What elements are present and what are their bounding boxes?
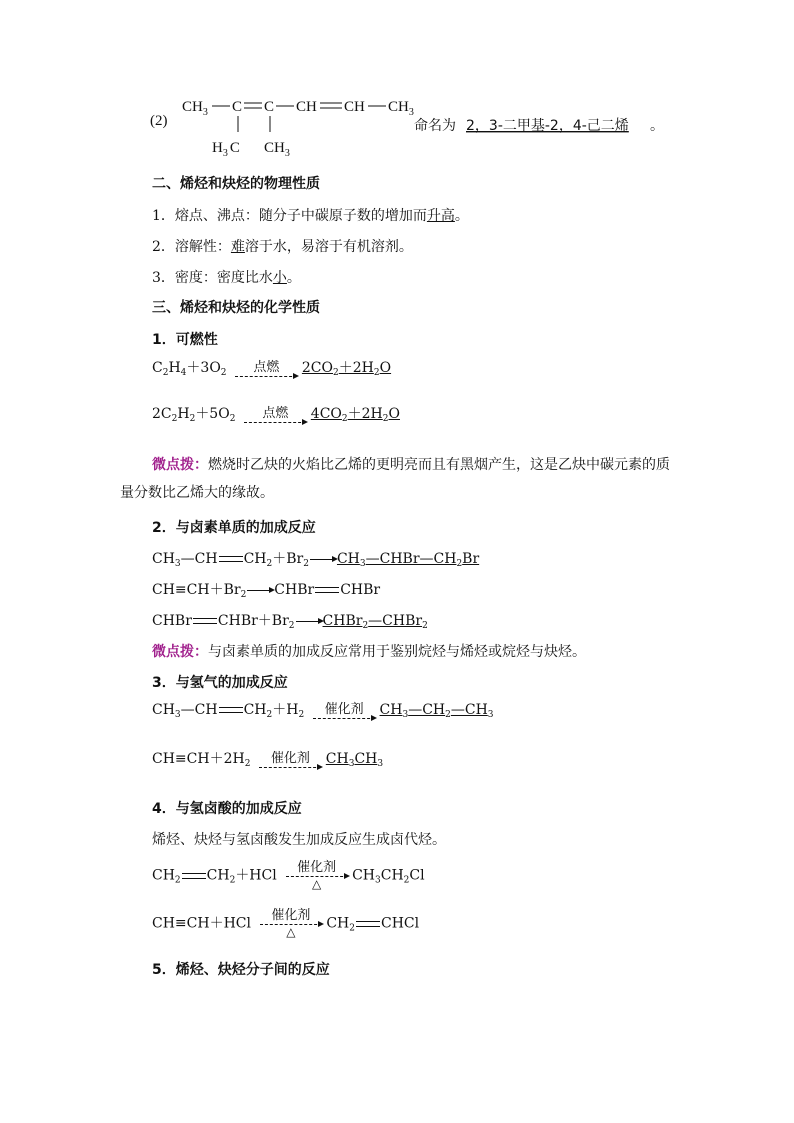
item-melting: 1．熔点、沸点：随分子中碳原子数的增加而升高。 <box>152 208 469 224</box>
name-suffix: 。 <box>650 118 664 134</box>
name-prefix: 命名为 <box>414 118 456 134</box>
section3-heading: 三、烯烃和炔烃的化学性质 <box>152 300 320 316</box>
eq-propene-h2: $CH_3—CH$ $CH_2+H_2$ 催化剂 $CH_3—CH_2—CH_3$ <box>152 701 494 720</box>
arrow-catalyst: 催化剂 <box>313 702 375 719</box>
section2-heading: 二、烯烃和炔烃的物理性质 <box>152 176 320 192</box>
item-solubility: 2．溶解性：难溶于水，易溶于有机溶剂。 <box>152 239 413 255</box>
arrow-ignite: 点燃 <box>235 360 297 377</box>
eq-acetylene-br2: $CH\equiv CH+Br_2$ CHBr CHBr <box>152 582 381 600</box>
tip-combustion: 微点拨：燃烧时乙炔的火焰比乙烯的更明亮而且有黑烟产生，这是乙炔中碳元素的质量分数比乙烯大的缘故。 <box>120 457 670 501</box>
tip-halogen: 微点拨：与卤素单质的加成反应常用于鉴别烷烃与烯烃或烷烃与炔烃。 <box>152 644 586 660</box>
name-value: 2，3-二甲基-2，4-己二烯 <box>466 118 629 134</box>
ch-4: CH <box>296 99 317 115</box>
arrow-catalyst-heat: 催化剂 △ <box>260 908 322 939</box>
eq-acetylene-combustion: $2C_2H_2+5O_2$ 点燃 $4CO_2+2H_2O$ <box>152 405 400 424</box>
arrow-ignite: 点燃 <box>244 406 306 423</box>
sub-intermolecular: 5．烯烃、炔烃分子间的反应 <box>152 962 330 978</box>
ch3-left: $CH_3$ <box>182 99 208 118</box>
arrow-catalyst: 催化剂 <box>259 751 321 768</box>
eq-ethylene-hcl: $CH_2$ $CH_2+HCl$ 催化剂 △ $CH_3CH_2Cl$ <box>152 860 425 891</box>
sub-hydrogen-addition: 3．与氢气的加成反应 <box>152 675 288 691</box>
structural-formula <box>150 92 670 162</box>
structural-formula-svg <box>150 92 670 162</box>
ch3-branch: $CH_3$ <box>264 140 290 159</box>
eq-acetylene-h2: $CH\equiv CH+2H_2$ 催化剂 $CH_3CH_3$ <box>152 750 384 769</box>
carbon-3: C <box>264 99 275 115</box>
ch-5: CH <box>344 99 365 115</box>
sub-hydrohalic-addition: 4．与氢卤酸的加成反应 <box>152 801 302 817</box>
hydrohalic-text: 烯烃、炔烃与氢卤酸发生加成反应生成卤代烃。 <box>152 832 446 848</box>
item-density: 3．密度：密度比水小。 <box>152 270 301 286</box>
ch3-right: $CH_3$ <box>388 99 414 118</box>
eq-propene-br2: $CH_3—CH$ $CH_2+Br_2$ $CH_3—CHBr—CH_2Br$ <box>152 551 480 569</box>
sub-combustion: 1．可燃性 <box>152 332 218 348</box>
eq-ethylene-combustion: $C_2H_4+3O_2$ 点燃 $2CO_2+2H_2O$ <box>152 359 392 378</box>
arrow-catalyst-heat: 催化剂 △ <box>286 860 348 891</box>
eq-acetylene-hcl: CH≡CH＋HCl 催化剂 △ $CH_2$ CHCl <box>152 908 420 939</box>
carbon-2: C <box>232 99 243 115</box>
structure-label: (2) <box>150 113 168 129</box>
h3c-branch: $H_3$ C <box>212 140 240 159</box>
eq-dibromoethene-br2: CHBr $CHBr+Br_2$ CHBr$_2$—CHBr$_2$ <box>152 613 428 631</box>
sub-halogen-addition: 2．与卤素单质的加成反应 <box>152 520 316 536</box>
